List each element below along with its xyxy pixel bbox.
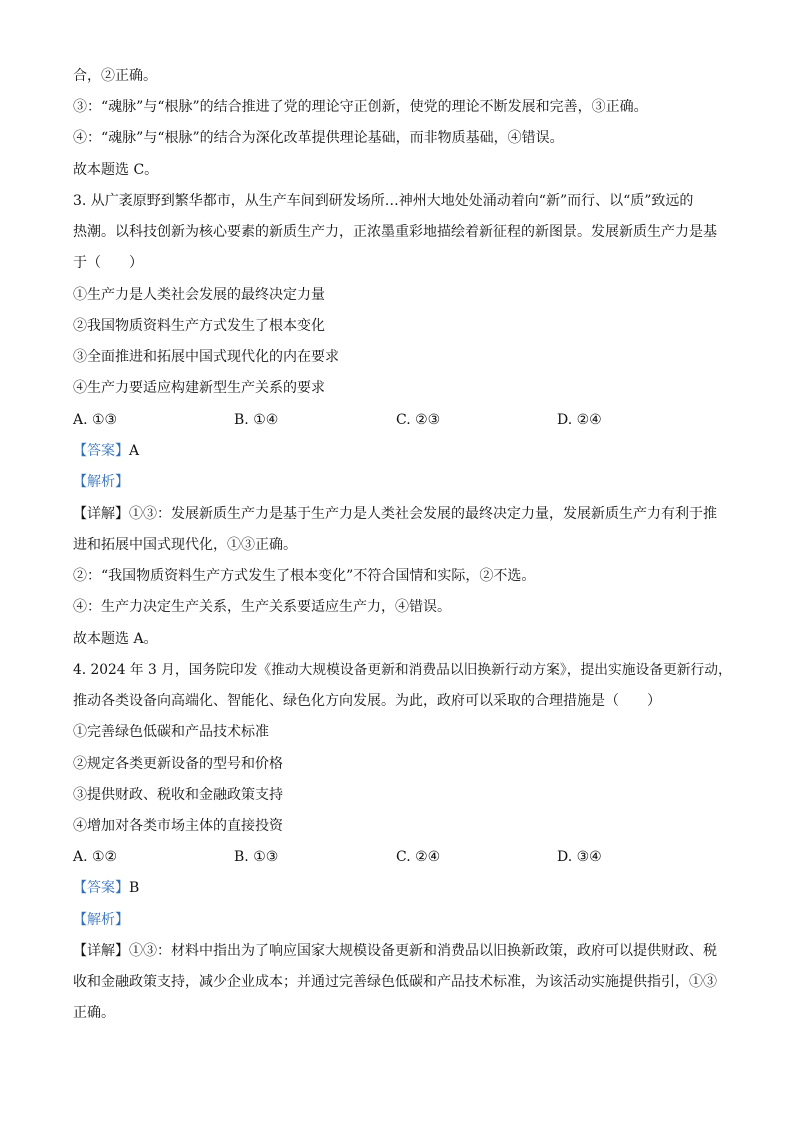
option-b: B. ①④	[234, 412, 279, 428]
question-3-stem: 3. 从广袤原野到繁华都市，从生产车间到研发场所…神州大地处处涌动着向“新”而行、以“质”致远的	[73, 193, 694, 209]
detail-line: ④：生产力决定生产关系，生产关系要适应生产力，④错误。	[73, 599, 451, 615]
question-4-statement: ④增加对各类市场主体的直接投资	[73, 818, 283, 834]
detail-line	[73, 941, 733, 961]
question-4-options	[73, 847, 733, 867]
question-3-statement: ③全面推进和拓展中国式现代化的内在要求	[73, 349, 339, 365]
conclusion-line: 故本题选 A。	[73, 631, 158, 647]
question-3-stem: 于（ ）	[73, 255, 143, 271]
answer-line	[73, 441, 733, 461]
text-line: 故本题选 C。	[73, 162, 159, 178]
question-4-stem: 推动各类设备向高端化、智能化、绿色化方向发展。为此，政府可以采取的合理措施是（ ）	[73, 693, 661, 709]
question-3-stem: 热潮。以科技创新为核心要素的新质生产力，正浓墨重彩地描绘着新征程的新图景。发展新质生产力是基	[73, 224, 717, 240]
question-4-stem: 4. 2024 年 3 月，国务院印发《推动大规模设备更新和消费品以旧换新行动方案》，提出实施设备更新行动，	[73, 662, 732, 678]
answer-value: B	[129, 880, 140, 896]
option-d: D. ②④	[557, 412, 602, 428]
answer-tag: 【答案】	[73, 880, 129, 896]
question-4-statement: ②规定各类更新设备的型号和价格	[73, 756, 283, 772]
question-4-statement: ③提供财政、税收和金融政策支持	[73, 787, 283, 803]
option-c: C. ②③	[396, 412, 441, 428]
detail-line	[73, 504, 733, 524]
analysis-line	[73, 910, 733, 930]
analysis-line	[73, 472, 733, 492]
detail-line: 收和金融政策支持，减少企业成本；并通过完善绿色低碳和产品技术标准，为该活动实施提供指引，①③	[73, 974, 717, 990]
answer-value: A	[129, 443, 140, 459]
question-3-statement: ①生产力是人类社会发展的最终决定力量	[73, 287, 325, 303]
option-a: A. ①③	[73, 412, 118, 428]
question-3-options	[73, 410, 733, 430]
answer-line	[73, 878, 733, 898]
option-d: D. ③④	[557, 849, 602, 865]
text-line: 合，②正确。	[73, 68, 157, 84]
detail-text: ①③：发展新质生产力是基于生产力是人类社会发展的最终决定力量，发展新质生产力有利于推	[129, 506, 717, 522]
detail-tag: 【详解】	[73, 506, 129, 522]
analysis-tag: 【解析】	[73, 912, 129, 928]
option-c: C. ②④	[396, 849, 441, 865]
text-line: ③：“魂脉”与“根脉”的结合推进了党的理论守正创新，使党的理论不断发展和完善，③正确。	[73, 99, 648, 115]
question-3-statement: ④生产力要适应构建新型生产关系的要求	[73, 380, 325, 396]
answer-tag: 【答案】	[73, 443, 129, 459]
detail-line: 进和拓展中国式现代化，①③正确。	[73, 537, 297, 553]
detail-tag: 【详解】	[73, 943, 129, 959]
detail-line: 正确。	[73, 1005, 115, 1021]
text-line: ④：“魂脉”与“根脉”的结合为深化改革提供理论基础，而非物质基础，④错误。	[73, 130, 564, 146]
analysis-tag: 【解析】	[73, 474, 129, 490]
question-3-statement: ②我国物质资料生产方式发生了根本变化	[73, 318, 325, 334]
question-4-statement: ①完善绿色低碳和产品技术标准	[73, 724, 269, 740]
option-b: B. ①③	[234, 849, 279, 865]
detail-text: ①③：材料中指出为了响应国家大规模设备更新和消费品以旧换新政策，政府可以提供财政、税	[129, 943, 717, 959]
option-a: A. ①②	[73, 849, 118, 865]
detail-line: ②：“我国物质资料生产方式发生了根本变化”不符合国情和实际，②不选。	[73, 568, 536, 584]
